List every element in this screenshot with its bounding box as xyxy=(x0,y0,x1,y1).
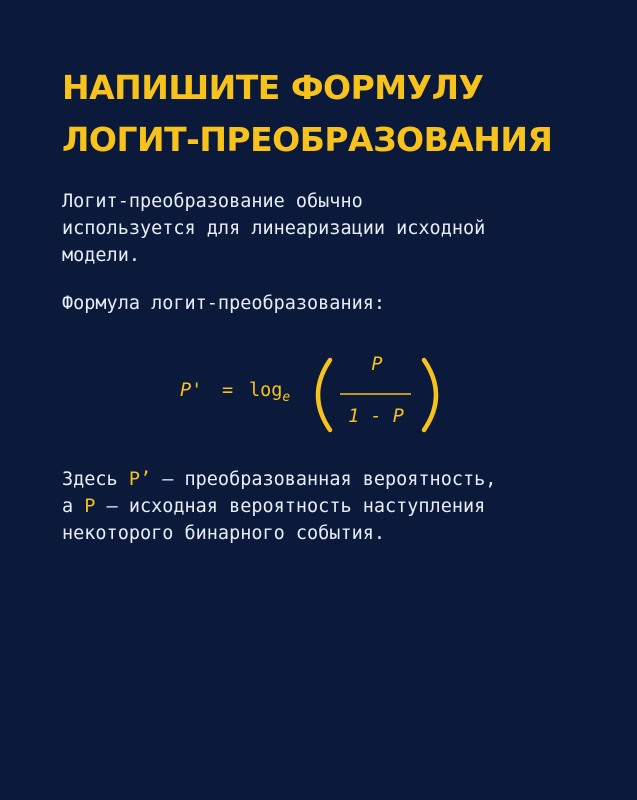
right-paren-icon xyxy=(424,360,436,430)
formula-lhs: P' xyxy=(180,380,203,401)
var-p-prime: P’ xyxy=(128,469,152,490)
explanation-paragraph xyxy=(62,466,622,547)
log-text: log xyxy=(249,380,283,401)
left-paren-icon xyxy=(318,360,330,430)
formula-brackets xyxy=(0,350,637,440)
explanation-part2: — преобразованная вероятность, а xyxy=(62,469,497,517)
formula-equals: = xyxy=(222,380,234,401)
slide-title: НАПИШИТЕ ФОРМУЛУ ЛОГИТ-ПРЕОБРАЗОВАНИЯ xyxy=(62,68,553,159)
var-p: P xyxy=(84,496,96,517)
fraction-numerator: P xyxy=(371,354,383,375)
formula-log xyxy=(249,380,290,405)
logit-formula xyxy=(0,350,637,440)
intro-paragraph: Логит-преобразование обычно используется для линеаризации исходной модели. xyxy=(62,191,486,266)
explanation-part1: Здесь xyxy=(62,469,129,490)
log-base: e xyxy=(282,390,291,405)
fraction-denominator: 1 - P xyxy=(348,406,404,427)
explanation-part3: — исходная вероятность наступления некоторого бинарного события. xyxy=(62,496,486,544)
formula-label: Формула логит-преобразования: xyxy=(62,293,386,314)
